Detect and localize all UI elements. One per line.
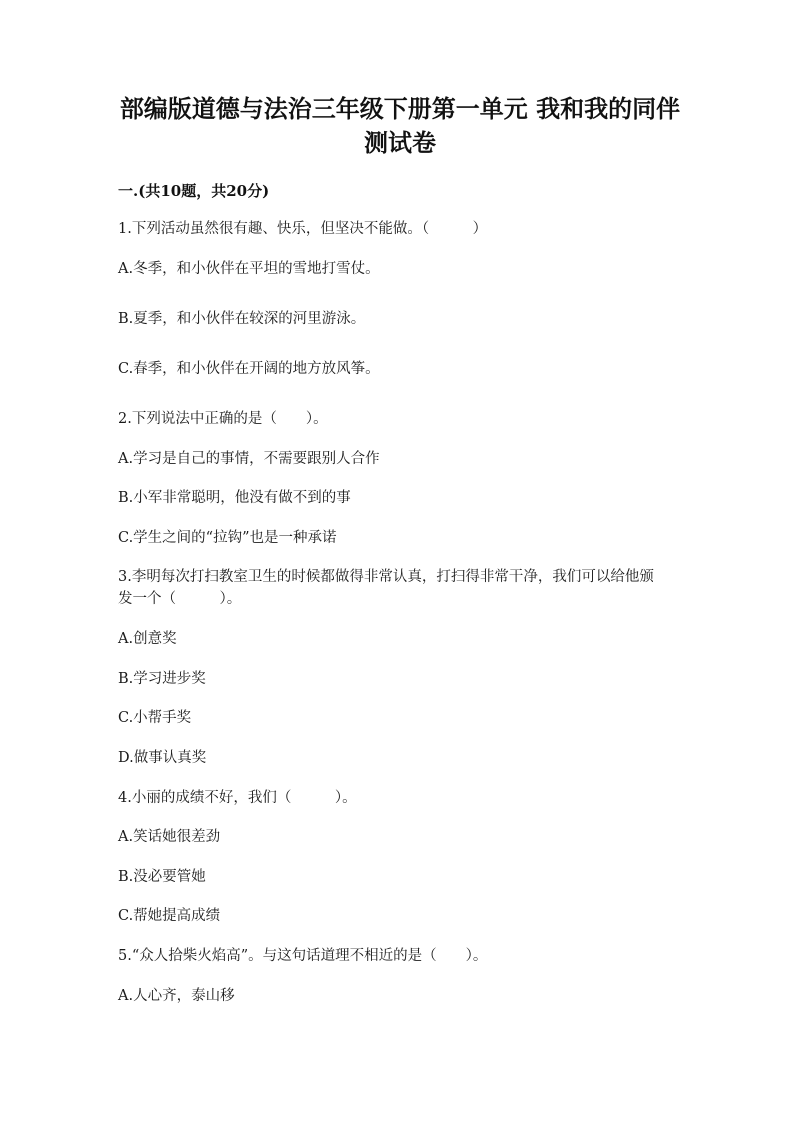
question-1-stem: 1.下列活动虽然很有趣、快乐，但坚决不能做。（ ） (118, 221, 488, 237)
question-1-option-c: C.春季，和小伙伴在开阔的地方放风筝。 (118, 361, 380, 377)
question-5-stem: 5.“众人拾柴火焰高”。与这句话道理不相近的是（ ）。 (118, 948, 488, 964)
question-4-option-a: A.笑话她很差劲 (118, 829, 221, 845)
question-1-option-a: A.冬季，和小伙伴在平坦的雪地打雪仗。 (118, 261, 380, 277)
section-heading: 一.(共10题，共20分) (118, 182, 270, 200)
question-2-option-b: B.小军非常聪明，他没有做不到的事 (118, 490, 351, 506)
question-4-stem: 4.小丽的成绩不好，我们（ ）。 (118, 790, 357, 806)
question-4-option-b: B.没必要管她 (118, 869, 206, 885)
question-2-option-a: A.学习是自己的事情，不需要跟别人合作 (118, 451, 380, 467)
question-3-option-d: D.做事认真奖 (118, 750, 207, 766)
question-2-stem: 2.下列说法中正确的是（ ）。 (118, 411, 328, 427)
question-4-option-c: C.帮她提高成绩 (118, 908, 221, 924)
question-2-option-c: C.学生之间的“拉钩”也是一种承诺 (118, 530, 337, 546)
page-title: 部编版道德与法治三年级下册第一单元 我和我的同伴 测试卷 (119, 94, 681, 157)
question-3-option-a: A.创意奖 (118, 631, 177, 647)
question-3-option-c: C.小帮手奖 (118, 710, 192, 726)
question-1-option-b: B.夏季，和小伙伴在较深的河里游泳。 (118, 311, 366, 327)
question-5-option-a: A.人心齐，泰山移 (118, 988, 235, 1004)
question-3-stem: 3.李明每次打扫教室卫生的时候都做得非常认真，打扫得非常干净，我们可以给他颁发一个（ ）。 (118, 569, 654, 607)
question-3-option-b: B.学习进步奖 (118, 671, 206, 687)
